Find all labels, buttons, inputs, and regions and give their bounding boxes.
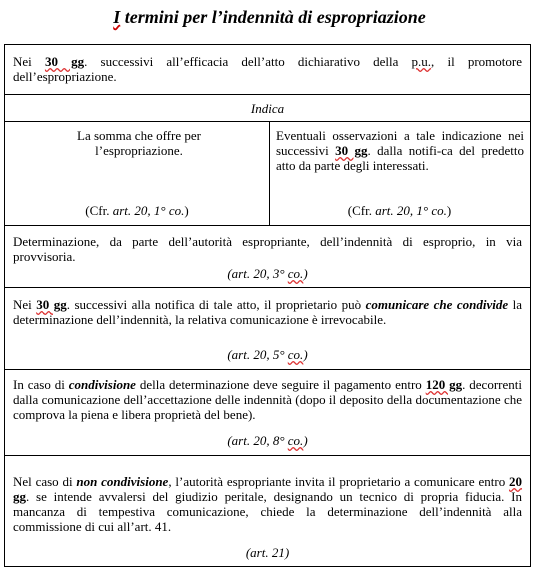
row1-text-c: , il promotore dell’espropriazione.: [13, 54, 522, 84]
row4-ref-co: co.: [287, 347, 304, 362]
row-sharing: [13, 377, 522, 422]
divider: [5, 94, 530, 95]
row3-ref: [5, 266, 530, 281]
row5-text-c: . decorrenti dalla comunicazione dell’accettazione delle indennità (dopo il deposito della documentazione che comprova la piena e libera proprietà del bene).: [13, 377, 522, 422]
row1-text-b: . successivi all’efficacia dell’atto dichiarativo della: [84, 54, 412, 69]
row5-text-b: della determinazione deve seguire il pagamento entro: [135, 377, 426, 392]
right-cell-text: [276, 128, 524, 173]
row4-text-c: la determinazione dell’indennità, la relativa comunicazione è irrevocabile.: [13, 297, 523, 327]
right-cell-ref: [269, 203, 530, 218]
row-non-sharing: [13, 474, 522, 534]
page-title: [0, 6, 539, 28]
left-cell-text: La somma che offre per l’espropriazione.: [77, 128, 201, 158]
divider: [5, 225, 530, 226]
right-ref-pre: (Cfr.: [347, 203, 376, 218]
divider: [5, 455, 530, 456]
left-ref-art: art. 20, 1° co.: [112, 203, 185, 218]
row6-days: 20 gg: [13, 474, 523, 504]
row4-text-a: Nei: [13, 297, 37, 312]
row6-ref: (art. 21): [245, 545, 290, 560]
title-rest: termini per l’indennità di espropriazione: [120, 7, 426, 27]
row4-emph: comunicare che condivide: [365, 297, 509, 312]
divider: [5, 121, 530, 122]
title-first-letter: I: [113, 7, 121, 27]
row6-text-b: , l’autorità espropriante invita il proprietario a comunicare entro: [168, 474, 510, 489]
row5-ref-pre: (art. 20, 8°: [227, 433, 288, 448]
row-promoter: [13, 54, 522, 84]
row1-text-a: Nei: [13, 54, 45, 69]
row-provisional: Determinazione, da parte dell’autorità espropriante, dell’indennità di esproprio, in via provvisoria.: [13, 234, 522, 264]
left-ref-post: ): [184, 203, 189, 218]
divider: [5, 287, 530, 288]
row5-days: 120 gg: [425, 377, 463, 392]
row3-ref-post: ): [303, 266, 308, 281]
right-ref-art: art. 20, 1° co.: [375, 203, 447, 218]
left-ref-pre: (Cfr.: [85, 203, 113, 218]
row3-ref-pre: (art. 20, 3°: [227, 266, 288, 281]
procedure-table: [4, 44, 531, 567]
row5-ref-co: co.: [287, 433, 304, 448]
row4-ref-post: ): [303, 347, 308, 362]
row4-ref-pre: (art. 20, 5°: [227, 347, 288, 362]
row5-emph: condivisione: [68, 377, 136, 392]
right-days: 30 gg: [335, 143, 368, 158]
right-text-b: . dalla notifi-ca del predetto atto da parte degli interessati.: [276, 143, 524, 173]
row5-ref-post: ): [303, 433, 308, 448]
row5-text-a: In caso di: [13, 377, 69, 392]
divider: [5, 369, 530, 370]
row6-text-c: . se intende avvalersi del giudizio peritale, designando un tecnico di propria fiducia. In mancanza di tempestiva comunicazione, chiede la determinazione dell’indennità alla commissione di cui all’art. 41.: [13, 489, 522, 534]
row4-ref: [5, 347, 530, 362]
row1-pu: p.u.: [411, 54, 432, 69]
indica-header: Indica: [250, 101, 285, 116]
right-ref-post: ): [446, 203, 452, 218]
row6-text-a: Nel caso di: [13, 474, 77, 489]
row1-days: 30 gg: [44, 54, 85, 69]
row3-ref-co: co.: [287, 266, 304, 281]
row6-emph: non condivisione: [76, 474, 169, 489]
row4-days: 30 gg: [36, 297, 67, 312]
left-cell-ref: [5, 203, 269, 218]
row4-text-b: . successivi alla notifica di tale atto, il proprietario può: [66, 297, 366, 312]
row-acceptance: [13, 297, 522, 327]
row5-ref: [5, 433, 530, 448]
right-text-a: Eventuali osservazioni a tale indicazione nei successivi: [276, 128, 524, 158]
